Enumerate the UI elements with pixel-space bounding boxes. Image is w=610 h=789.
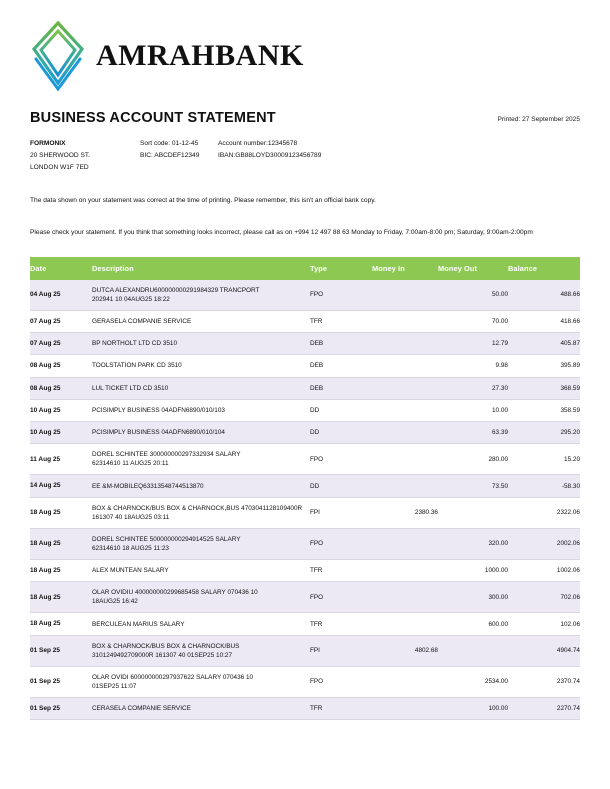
cell-money-out <box>438 497 508 528</box>
cell-description <box>92 497 310 528</box>
cell-balance: 2322.06 <box>508 497 580 528</box>
description-line-2: 62314610 11 AUG25 20:11 <box>92 460 169 468</box>
cell-date: 01 Sep 25 <box>30 666 92 697</box>
cell-money-in <box>372 444 438 475</box>
cell-description <box>92 666 310 697</box>
cell-date: 01 Sep 25 <box>30 635 92 666</box>
page-title: BUSINESS ACCOUNT STATEMENT <box>30 110 276 126</box>
cell-description <box>92 698 310 720</box>
description-line-1: TOOLSTATION PARK CD 3510 <box>92 362 182 370</box>
table-row[interactable] <box>30 355 580 377</box>
cell-description <box>92 399 310 421</box>
cell-money-in <box>372 310 438 332</box>
notice-contact: Please check your statement. If you think that something looks incorrect, please call as on +994 12 497 88 63 Monday to Friday, 7:00am-8:00 pm; Saturday, 9:00am-2:00pm <box>30 228 533 236</box>
cell-balance: 4904.74 <box>508 635 580 666</box>
brand-name: AMRAHBANK <box>96 39 304 72</box>
cell-date: 18 Aug 25 <box>30 528 92 559</box>
cell-balance: 395.89 <box>508 355 580 377</box>
column-header-description[interactable]: Description <box>92 257 310 280</box>
cell-money-in <box>372 475 438 497</box>
cell-money-in <box>372 613 438 635</box>
column-header-type[interactable]: Type <box>310 257 372 280</box>
cell-type: DEB <box>310 377 372 399</box>
cell-description <box>92 422 310 444</box>
table-row[interactable] <box>30 528 580 559</box>
cell-description <box>92 444 310 475</box>
description-line-2: 18AUG25 16:42 <box>92 598 138 606</box>
table-row[interactable] <box>30 582 580 613</box>
cell-balance: 405.87 <box>508 333 580 355</box>
column-header-money-in[interactable]: Money In <box>372 257 438 280</box>
cell-balance: 15.20 <box>508 444 580 475</box>
cell-balance: 2370.74 <box>508 666 580 697</box>
transactions-table-wrap <box>30 257 580 721</box>
cell-balance: 488.66 <box>508 280 580 311</box>
table-row[interactable] <box>30 377 580 399</box>
account-codes <box>140 138 321 162</box>
description-line-2: 3101249492709000R 161307 40 01SEP25 10:27 <box>92 651 233 659</box>
cell-money-in <box>372 333 438 355</box>
cell-balance: 2270.74 <box>508 698 580 720</box>
cell-balance: -58.30 <box>508 475 580 497</box>
address-line-2: LONDON W1F 7ED <box>30 164 89 171</box>
description-line-1: BERCULEAN MARIUS SALARY <box>92 620 185 628</box>
cell-date: 07 Aug 25 <box>30 310 92 332</box>
table-header <box>30 257 580 280</box>
cell-date: 18 Aug 25 <box>30 497 92 528</box>
cell-money-out: 63.39 <box>438 422 508 444</box>
table-row[interactable] <box>30 666 580 697</box>
cell-type: FPO <box>310 444 372 475</box>
table-row[interactable] <box>30 333 580 355</box>
cell-date: 07 Aug 25 <box>30 333 92 355</box>
cell-description <box>92 280 310 311</box>
cell-type: DEB <box>310 333 372 355</box>
table-row[interactable] <box>30 475 580 497</box>
cell-balance: 102.06 <box>508 613 580 635</box>
cell-money-in <box>372 422 438 444</box>
cell-money-in <box>372 280 438 311</box>
transactions-table <box>30 257 580 721</box>
description-line-1: DOREL SCHINTEE 300000000297332934 SALARY <box>92 451 241 459</box>
description-line-1: CERASELA COMPANIE SERVICE <box>92 705 191 713</box>
column-header-money-out[interactable]: Money Out <box>438 257 508 280</box>
cell-date: 04 Aug 25 <box>30 280 92 311</box>
cell-type: TFR <box>310 698 372 720</box>
description-line-1: DUTCA ALEXANDRU600000000291984329 TRANCPORT <box>92 286 260 294</box>
table-row[interactable] <box>30 635 580 666</box>
cell-description <box>92 355 310 377</box>
cell-type: FPO <box>310 582 372 613</box>
cell-money-in <box>372 528 438 559</box>
cell-money-out: 600.00 <box>438 613 508 635</box>
cell-balance: 295.20 <box>508 422 580 444</box>
bic-code: BIC: ABCDEF12349 <box>140 152 200 159</box>
cell-money-in: 2380.36 <box>372 497 438 528</box>
cell-date: 18 Aug 25 <box>30 560 92 582</box>
cell-money-out: 100.00 <box>438 698 508 720</box>
cell-description <box>92 560 310 582</box>
table-row[interactable] <box>30 444 580 475</box>
cell-balance: 2002.06 <box>508 528 580 559</box>
table-row[interactable] <box>30 698 580 720</box>
cell-type: DD <box>310 422 372 444</box>
cell-date: 10 Aug 25 <box>30 399 92 421</box>
diamond-lozenge-icon <box>30 19 86 93</box>
cell-type: DD <box>310 399 372 421</box>
description-line-1: GERASELA COMPANIE SERVICE <box>92 318 192 326</box>
cell-money-out: 73.50 <box>438 475 508 497</box>
cell-type: TFR <box>310 613 372 635</box>
description-line-2: 01SEP25 11:07 <box>92 682 137 690</box>
cell-date: 18 Aug 25 <box>30 582 92 613</box>
cell-money-out: 320.00 <box>438 528 508 559</box>
cell-money-in <box>372 666 438 697</box>
cell-date: 14 Aug 25 <box>30 475 92 497</box>
cell-money-out: 70.00 <box>438 310 508 332</box>
description-line-2: 161307 40 18AUG25 03:11 <box>92 513 170 521</box>
cell-type: FPO <box>310 666 372 697</box>
description-line-1: PCISIMPLY BUSINESS 04ADFN6890/010/103 <box>92 406 225 414</box>
cell-money-out <box>438 635 508 666</box>
description-line-1: ALEX MUNTEAN SALARY <box>92 567 169 575</box>
sort-code: Sort code: 01-12-45 <box>140 140 199 147</box>
cell-type: TFR <box>310 560 372 582</box>
cell-money-in <box>372 377 438 399</box>
cell-money-in <box>372 560 438 582</box>
table-row[interactable] <box>30 310 580 332</box>
table-row[interactable] <box>30 399 580 421</box>
description-line-1: BOX & CHARNOCK/BUS BOX & CHARNOCK/BUS <box>92 642 240 650</box>
cell-description <box>92 582 310 613</box>
cell-balance: 358.59 <box>508 399 580 421</box>
description-line-2: 202941 10 04AUG25 18:22 <box>92 295 170 303</box>
cell-balance: 702.06 <box>508 582 580 613</box>
iban: IBAN:GB88LOYD30009123456789 <box>218 152 322 159</box>
cell-money-in <box>372 582 438 613</box>
account-info <box>30 138 580 174</box>
cell-money-out: 300.00 <box>438 582 508 613</box>
address-line-1: 20 SHERWOOD ST. <box>30 152 90 159</box>
description-line-1: LUL TICKET LTD CD 3510 <box>92 384 169 392</box>
table-row[interactable] <box>30 280 580 311</box>
cell-date: 11 Aug 25 <box>30 444 92 475</box>
description-line-1: EE &M-MOBILEQ63313548744513870 <box>92 482 204 490</box>
cell-description <box>92 635 310 666</box>
cell-date: 18 Aug 25 <box>30 613 92 635</box>
cell-date: 10 Aug 25 <box>30 422 92 444</box>
cell-money-in: 4802.68 <box>372 635 438 666</box>
cell-balance: 1002.06 <box>508 560 580 582</box>
table-row[interactable] <box>30 560 580 582</box>
cell-type: DD <box>310 475 372 497</box>
cell-money-in <box>372 698 438 720</box>
cell-date: 01 Sep 25 <box>30 698 92 720</box>
brand-header <box>30 0 580 86</box>
title-row <box>30 110 580 126</box>
cell-type: FPO <box>310 528 372 559</box>
cell-money-in <box>372 355 438 377</box>
cell-description <box>92 310 310 332</box>
cell-balance: 368.59 <box>508 377 580 399</box>
column-header-date[interactable]: Date <box>30 257 92 280</box>
cell-type: FPI <box>310 497 372 528</box>
table-row[interactable] <box>30 613 580 635</box>
notice-printing: The data shown on your statement was correct at the time of printing. Please remember, this isn't an official bank copy. <box>30 197 376 204</box>
description-line-1: OLAR OVIDIU 400000000299685458 SALARY 070436 10 <box>92 589 258 597</box>
cell-money-out: 10.00 <box>438 399 508 421</box>
table-body <box>30 280 580 720</box>
cell-money-out: 2534.00 <box>438 666 508 697</box>
description-line-1: DOREL SCHINTEE 500000000294914525 SALARY <box>92 535 241 543</box>
cell-money-out: 9.98 <box>438 355 508 377</box>
cell-money-out: 50.00 <box>438 280 508 311</box>
cell-date: 08 Aug 25 <box>30 355 92 377</box>
cell-type: FPI <box>310 635 372 666</box>
account-number: Account number:12345678 <box>218 140 298 147</box>
cell-money-out: 27.30 <box>438 377 508 399</box>
cell-type: TFR <box>310 310 372 332</box>
table-row[interactable] <box>30 422 580 444</box>
cell-type: FPO <box>310 280 372 311</box>
table-header-row <box>30 257 580 280</box>
table-row[interactable] <box>30 497 580 528</box>
cell-description <box>92 377 310 399</box>
account-address <box>30 138 140 174</box>
description-line-1: BP NORTHOLT LTD CD 3510 <box>92 340 177 348</box>
cell-description <box>92 528 310 559</box>
description-line-2: 62314610 18 AUG25 11:23 <box>92 544 169 552</box>
account-holder: FORMONIX <box>30 140 66 147</box>
cell-description <box>92 333 310 355</box>
cell-money-out: 280.00 <box>438 444 508 475</box>
description-line-1: BOX & CHARNOCK/BUS BOX & CHARNOCK,BUS 4703041128109400R <box>92 504 303 512</box>
cell-type: DEB <box>310 355 372 377</box>
description-line-1: PCISIMPLY BUSINESS 04ADFN6890/010/104 <box>92 429 225 437</box>
column-header-balance[interactable]: Balance <box>508 257 580 280</box>
cell-money-out: 12.79 <box>438 333 508 355</box>
cell-description <box>92 613 310 635</box>
description-line-1: OLAR OVIDI 600000000297937622 SALARY 070436 10 <box>92 673 254 681</box>
printed-date: Printed: 27 September 2025 <box>497 116 580 123</box>
cell-balance: 418.66 <box>508 310 580 332</box>
cell-date: 08 Aug 25 <box>30 377 92 399</box>
cell-money-out: 1000.00 <box>438 560 508 582</box>
cell-money-in <box>372 399 438 421</box>
cell-description <box>92 475 310 497</box>
